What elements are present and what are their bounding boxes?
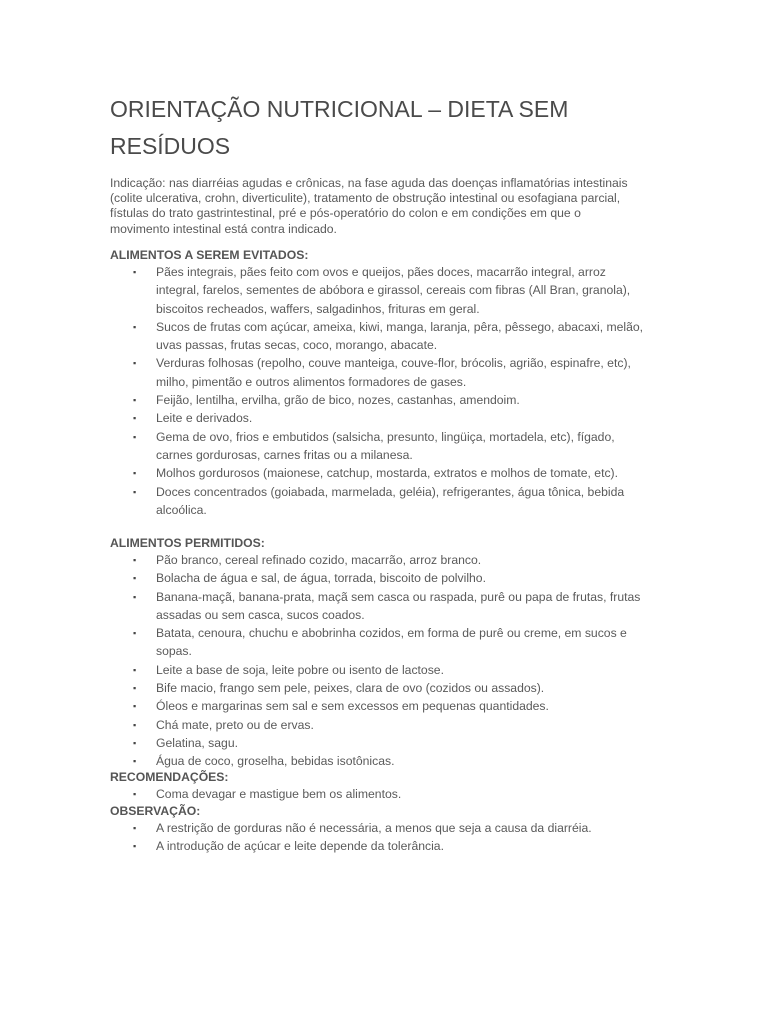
section-heading: ALIMENTOS PERMITIDOS:: [110, 536, 265, 550]
list-item: ▪ Leite a base de soja, leite pobre ou isento de lactose.: [110, 661, 650, 679]
list-item: ▪ Gema de ovo, frios e embutidos (salsicha, presunto, lingüiça, mortadela, etc), fígado, carnes gordurosas, carnes fritas ou a milanesa.: [133, 429, 615, 462]
bullet-icon: ▪: [133, 267, 137, 277]
bullet-icon: ▪: [133, 321, 137, 332]
bullet-list: [110, 785, 650, 803]
section-observation: [110, 803, 650, 856]
bullet-icon: ▪: [133, 413, 137, 424]
bullet-icon: ▪: [133, 486, 137, 497]
list-item: ▪ Chá mate, preto ou de ervas.: [110, 716, 650, 734]
list-item: ▪ Batata, cenoura, chuchu e abobrinha cozidos, em forma de purê ou creme, em sucos e sopas.: [133, 626, 627, 659]
bullet-icon: ▪: [133, 756, 137, 767]
bullet-icon: ▪: [133, 468, 137, 479]
bullet-icon: ▪: [133, 737, 137, 748]
list-item: ▪ Água de coco, groselha, bebidas isotônicas.: [110, 752, 650, 770]
list-item: ▪ Feijão, lentilha, ervilha, grão de bico, nozes, castanhas, amendoim.: [110, 391, 650, 409]
bullet-list: [110, 819, 650, 856]
list-item: ▪ Leite e derivados.: [110, 409, 650, 427]
intro-paragraph: Indicação: nas diarréias agudas e crônicas, na fase aguda das doenças inflamatórias intestinais (colite ulcerativa, crohn, diverticulite), tratamento de obstrução intestinal ou esofagiana parcial, fístulas do trato gastrintestinal, pré e pós-operatório do colon e em condições em que o movimento intestinal está contra indicado.: [110, 176, 628, 236]
bullet-list: [110, 551, 650, 771]
list-item: ▪ Bolacha de água e sal, de água, torrada, biscoito de polvilho.: [110, 569, 650, 587]
section-heading: ALIMENTOS A SEREM EVITADOS:: [110, 248, 309, 262]
bullet-icon: ▪: [133, 823, 137, 833]
list-item: ▪ Molhos gordurosos (maionese, catchup, mostarda, extratos e molhos de tomate, etc).: [110, 464, 650, 482]
list-item: ▪ A introdução de açúcar e leite depende da tolerância.: [110, 837, 650, 855]
page-title: ORIENTAÇÃO NUTRICIONAL – DIETA SEM RESÍDUOS: [110, 96, 569, 159]
bullet-icon: ▪: [133, 789, 137, 799]
list-item: ▪ Verduras folhosas (repolho, couve manteiga, couve-flor, brócolis, agrião, espinafre, etc), milho, pimentão e outros alimentos formadores de gases.: [133, 356, 631, 389]
bullet-icon: ▪: [133, 358, 137, 369]
bullet-icon: ▪: [133, 573, 137, 584]
bullet-icon: ▪: [133, 591, 137, 602]
section-recommendations: [110, 769, 650, 803]
section-heading: RECOMENDAÇÕES:: [110, 770, 229, 784]
list-item: ▪ Doces concentrados (goiabada, marmelada, geléia), refrigerantes, água tônica, bebida alcoólica.: [133, 484, 625, 517]
bullet-icon: ▪: [133, 719, 137, 730]
list-item: ▪ Óleos e margarinas sem sal e sem excessos em pequenas quantidades.: [110, 697, 650, 715]
section-heading: OBSERVAÇÃO:: [110, 804, 201, 818]
bullet-icon: ▪: [133, 701, 137, 712]
bullet-icon: ▪: [133, 555, 137, 565]
bullet-list: [110, 263, 650, 519]
list-item: ▪ Pães integrais, pães feito com ovos e queijos, pães doces, macarrão integral, arroz integral, farelos, sementes de abóbora e girassol, cereais com fibras (All Bran, granola), biscoitos recheados, waffers, salgadinhos, frituras em geral.: [133, 265, 631, 316]
bullet-icon: ▪: [133, 628, 137, 639]
bullet-icon: ▪: [133, 664, 137, 675]
list-item: ▪ Coma devagar e mastigue bem os alimentos.: [110, 785, 650, 803]
bullet-icon: ▪: [133, 431, 137, 442]
list-item: ▪ A restrição de gorduras não é necessária, a menos que seja a causa da diarréia.: [110, 819, 650, 837]
list-item: ▪ Sucos de frutas com açúcar, ameixa, kiwi, manga, laranja, pêra, pêssego, abacaxi, melão, uvas passas, frutas secas, coco, morango, abacate.: [133, 319, 644, 353]
list-item: ▪ Pão branco, cereal refinado cozido, macarrão, arroz branco.: [110, 551, 650, 569]
list-item: ▪ Banana-maçã, banana-prata, maçã sem casca ou raspada, purê ou papa de frutas, frutas assadas ou sem casca, sucos coados.: [133, 589, 641, 622]
bullet-icon: ▪: [133, 683, 137, 694]
section-allowed: [110, 535, 650, 771]
list-item: ▪ Bife macio, frango sem pele, peixes, clara de ovo (cozidos ou assados).: [110, 679, 650, 697]
list-item: ▪ Gelatina, sagu.: [110, 734, 650, 752]
bullet-icon: ▪: [133, 395, 137, 406]
section-avoid: [110, 247, 650, 519]
bullet-icon: ▪: [133, 841, 137, 852]
